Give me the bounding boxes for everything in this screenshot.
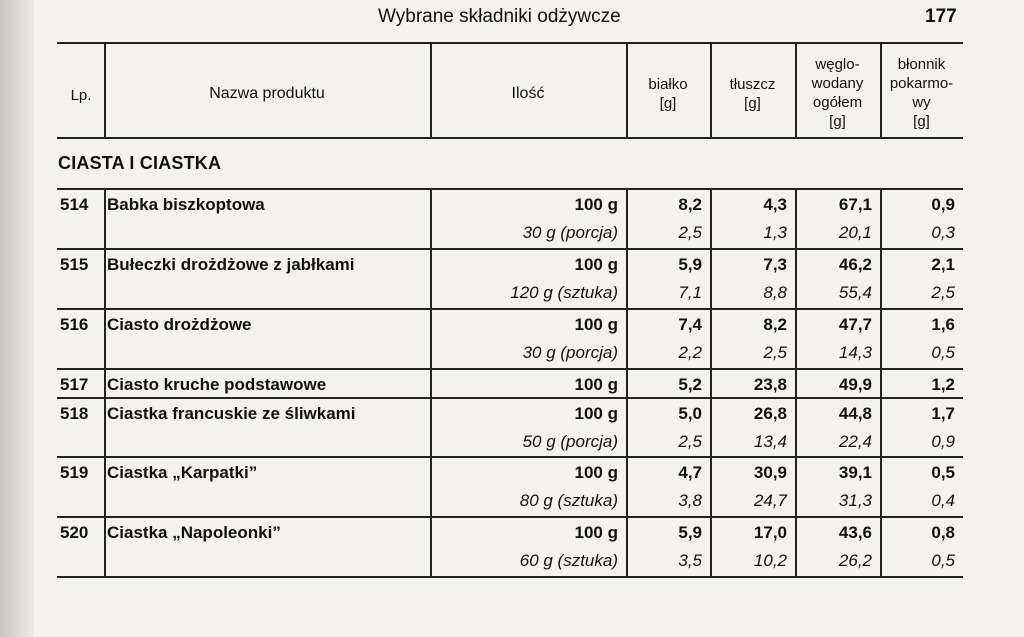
row-rule <box>57 248 963 250</box>
row-fiber: 1,6 <box>931 315 955 334</box>
row-rule <box>57 516 963 518</box>
column-header-protein: białko [g] <box>648 76 688 112</box>
row-fat: 7,3 <box>763 255 787 274</box>
row-product-name: Ciasto kruche podstawowe <box>107 375 327 394</box>
row-carbs: 44,8 <box>838 404 872 423</box>
row-amount: 100 g <box>574 523 618 542</box>
row-rule <box>57 188 963 190</box>
row-portion-fat: 10,2 <box>753 551 787 570</box>
row-lp: 520 <box>60 523 89 542</box>
row-carbs: 49,9 <box>838 375 872 394</box>
row-amount: 100 g <box>574 255 618 274</box>
row-fat: 26,8 <box>753 404 787 423</box>
row-product-name: Bułeczki drożdżowe z jabłkami <box>107 255 355 274</box>
row-portion-protein: 2,5 <box>678 223 702 242</box>
row-carbs: 47,7 <box>838 315 872 334</box>
row-portion-amount: 120 g (sztuka) <box>510 283 618 302</box>
row-fat: 8,2 <box>763 315 787 334</box>
row-amount: 100 g <box>574 463 618 482</box>
row-portion-fiber: 2,5 <box>931 283 955 302</box>
section-title: CIASTA I CIASTKA <box>58 153 222 173</box>
row-carbs: 43,6 <box>838 523 872 542</box>
row-product-name: Ciastka francuskie ze śliwkami <box>107 404 356 423</box>
column-header-carbs: węglo- wodany ogółem [g] <box>811 56 864 130</box>
row-protein: 7,4 <box>678 315 702 334</box>
table-top-rule <box>57 42 963 44</box>
row-lp: 516 <box>60 315 89 334</box>
row-fiber: 2,1 <box>931 255 955 274</box>
row-fat: 23,8 <box>753 375 787 394</box>
column-header-name: Nazwa produktu <box>209 85 325 102</box>
row-protein: 5,0 <box>678 404 702 423</box>
row-amount: 100 g <box>574 195 618 214</box>
row-product-name: Ciastka „Napoleonki” <box>107 523 281 542</box>
row-carbs: 46,2 <box>838 255 872 274</box>
row-lp: 517 <box>60 375 89 394</box>
column-header-amount: Ilość <box>511 85 545 102</box>
row-amount: 100 g <box>574 404 618 423</box>
row-fiber: 1,2 <box>931 375 955 394</box>
row-portion-carbs: 22,4 <box>838 432 872 451</box>
row-protein: 4,7 <box>678 463 702 482</box>
row-portion-carbs: 20,1 <box>838 223 872 242</box>
row-lp: 519 <box>60 463 89 482</box>
row-portion-carbs: 26,2 <box>838 551 872 570</box>
row-portion-amount: 50 g (porcja) <box>522 432 618 451</box>
row-portion-protein: 3,8 <box>678 491 702 510</box>
column-header-lp: Lp. <box>70 87 92 104</box>
row-fat: 4,3 <box>763 195 787 214</box>
row-lp: 518 <box>60 404 89 423</box>
row-product-name: Ciasto drożdżowe <box>107 315 252 334</box>
row-portion-fat: 13,4 <box>753 432 787 451</box>
row-portion-protein: 2,5 <box>678 432 702 451</box>
row-portion-fat: 8,8 <box>763 283 787 302</box>
row-fat: 17,0 <box>753 523 787 542</box>
page-header-title: Wybrane składniki odżywcze <box>378 6 621 27</box>
page-number: 177 <box>925 6 957 27</box>
row-portion-protein: 7,1 <box>678 283 702 302</box>
row-portion-fiber: 0,5 <box>931 551 955 570</box>
row-portion-carbs: 14,3 <box>838 343 872 362</box>
column-header-fiber: błonnik pokarmo- wy [g] <box>889 56 954 130</box>
row-rule <box>57 308 963 310</box>
row-carbs: 67,1 <box>838 195 872 214</box>
row-portion-fat: 24,7 <box>753 491 787 510</box>
page-gutter-shadow <box>0 0 34 637</box>
row-portion-protein: 2,2 <box>678 343 702 362</box>
header-bottom-rule <box>57 137 963 139</box>
row-lp: 514 <box>60 195 89 214</box>
row-portion-amount: 60 g (sztuka) <box>519 551 618 570</box>
row-rule <box>57 576 963 578</box>
row-amount: 100 g <box>574 375 618 394</box>
row-portion-fiber: 0,5 <box>931 343 955 362</box>
row-rule <box>57 397 963 399</box>
row-fiber: 0,9 <box>931 195 955 214</box>
row-fat: 30,9 <box>753 463 787 482</box>
row-portion-fat: 1,3 <box>763 223 787 242</box>
row-portion-amount: 30 g (porcja) <box>522 223 618 242</box>
row-portion-fat: 2,5 <box>763 343 787 362</box>
row-portion-carbs: 55,4 <box>838 283 872 302</box>
row-rule <box>57 456 963 458</box>
row-product-name: Ciastka „Karpatki” <box>107 463 258 482</box>
row-protein: 5,9 <box>678 255 702 274</box>
row-rule <box>57 368 963 370</box>
row-protein: 5,2 <box>678 375 702 394</box>
row-lp: 515 <box>60 255 89 274</box>
row-protein: 8,2 <box>678 195 702 214</box>
column-header-fat: tłuszcz [g] <box>729 76 776 112</box>
row-protein: 5,9 <box>678 523 702 542</box>
row-fiber: 0,8 <box>931 523 955 542</box>
row-portion-amount: 30 g (porcja) <box>522 343 618 362</box>
row-portion-fiber: 0,3 <box>931 223 955 242</box>
row-fiber: 0,5 <box>931 463 955 482</box>
row-carbs: 39,1 <box>838 463 872 482</box>
row-portion-amount: 80 g (sztuka) <box>519 491 618 510</box>
row-portion-fiber: 0,9 <box>931 432 955 451</box>
row-portion-fiber: 0,4 <box>931 491 955 510</box>
row-portion-protein: 3,5 <box>678 551 702 570</box>
column-divider <box>104 188 106 576</box>
row-amount: 100 g <box>574 315 618 334</box>
row-product-name: Babka biszkoptowa <box>107 195 265 214</box>
row-fiber: 1,7 <box>931 404 955 423</box>
row-portion-carbs: 31,3 <box>838 491 872 510</box>
